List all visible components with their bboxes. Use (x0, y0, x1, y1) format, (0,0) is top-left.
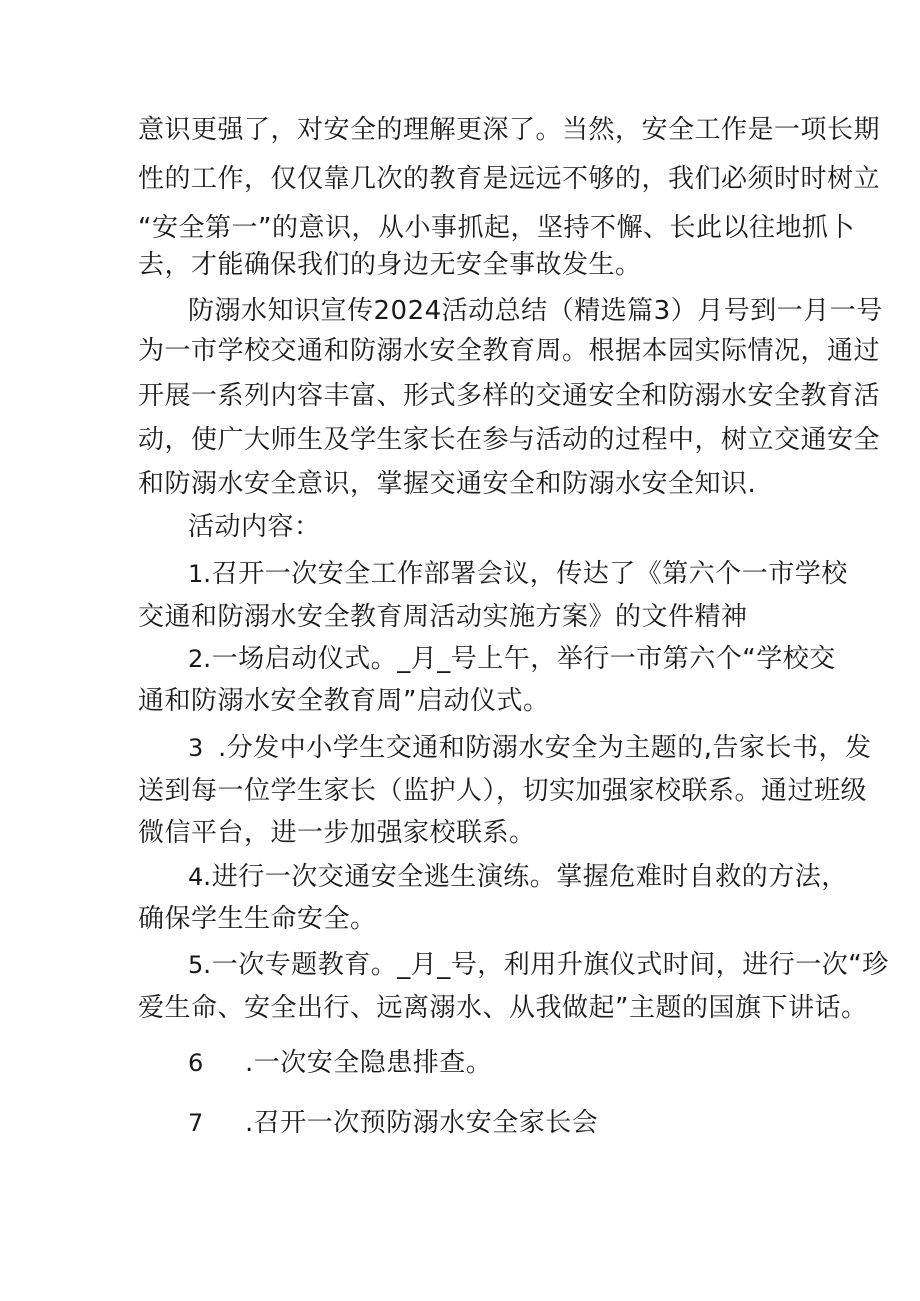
section-heading: 活动内容： (188, 512, 321, 542)
paragraph-line: 去，才能确保我们的身边无安全事故发生。 (138, 250, 642, 280)
list-item-line: 确保学生生命安全。 (138, 904, 377, 934)
paragraph-line: 为一市学校交通和防溺水安全教育周。根据本园实际情况，通过 (138, 336, 881, 366)
list-item-line: .召开一次安全工作部署会议，传达了《第六个一市学校 (203, 559, 848, 589)
list-item-line: .一次安全隐患排查。 (245, 1048, 493, 1078)
item-number: 6 (188, 1049, 204, 1077)
list-item-line: 微信平台，进一步加强家校联系。 (138, 818, 536, 848)
list-item-line: 爱生命、安全出行、远离溺水、从我做起”主题的国旗下讲话。 (138, 993, 868, 1023)
list-item-line: .分发中小学生交通和防溺水安全为主题的,告家长书，发 (218, 733, 872, 763)
list-item-line: 交通和防溺水安全教育周活动实施方案》的文件精神 (138, 602, 748, 632)
paragraph-line: “安全第一”的意识，从小事抓起，坚持不懈、长此以往地抓卜 (138, 213, 855, 243)
list-item-line: .一次专题教育。_月_号，利用升旗仪式时间，进行一次“珍 (203, 950, 889, 980)
list-item-line: .召开一次预防溺水安全家长会 (245, 1108, 599, 1138)
list-item-line: .进行一次交通安全逃生演练。掌握危难时自救的方法， (203, 862, 848, 892)
paragraph-line: 意识更强了，对安全的理解更深了。当然，安全工作是一项长期 (138, 115, 881, 145)
item-number: 4 (188, 863, 204, 891)
paragraph-line: 动，使广大师生及学生家长在参与活动的过程中，树立交通安全 (138, 425, 881, 455)
item-number: 1 (188, 560, 204, 588)
list-item-line: .一场启动仪式。_月_号上午，举行一市第六个“学校交 (203, 644, 836, 674)
list-item-line: 送到每一位学生家长（监护人），切实加强家校联系。通过班级 (138, 776, 868, 806)
item-number: 2 (188, 645, 204, 673)
paragraph-line: 性的工作，仅仅靠几次的教育是远远不够的，我们必须时时树立 (138, 164, 881, 194)
item-number: 5 (188, 951, 204, 979)
item-number: 3 (188, 734, 204, 762)
paragraph-line: 和防溺水安全意识，掌握交通安全和防溺水安全知识. (138, 469, 757, 499)
item-number: 7 (188, 1109, 204, 1137)
list-item-line: 通和防溺水安全教育周”启动仪式。 (138, 686, 550, 716)
paragraph-line: 防溺水知识宣传2024活动总结（精选篇3）月号到一月一号 (188, 296, 883, 326)
paragraph-line: 开展一系列内容丰富、形式多样的交通安全和防溺水安全教育活 (138, 381, 881, 411)
